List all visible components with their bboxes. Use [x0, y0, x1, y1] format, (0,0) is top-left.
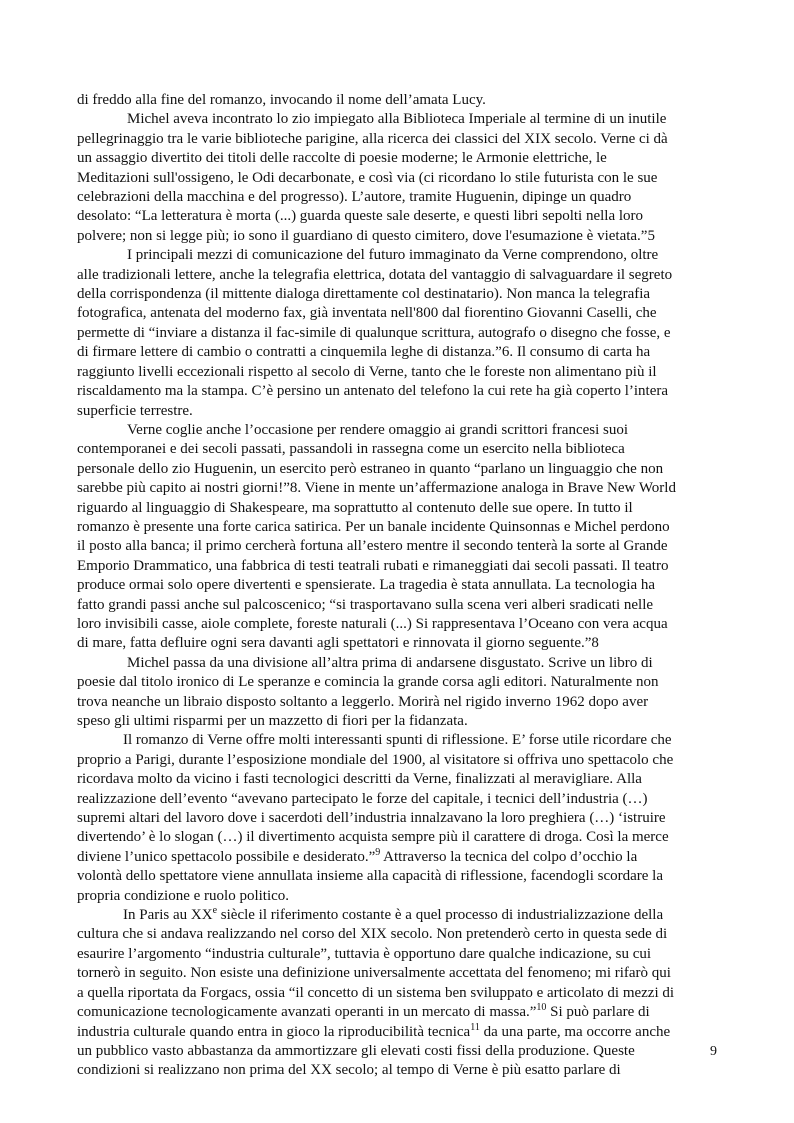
- line: personale dello zio Huguenin, un esercito però estraneo in quanto “parlano un linguaggio che non: [77, 460, 664, 477]
- line: esaurire l’argomento “industria culturale”, tuttavia è opportuno dare qualche indicazione, su cui: [77, 945, 652, 962]
- line: cultura che si andava realizzando nel corso del XIX secolo. Non pretenderò certo in questa sede di: [77, 926, 668, 943]
- line: di mare, fatta defluire ogni sera davanti agli spettatori e rinnovata il giorno seguente.”: [77, 635, 592, 652]
- line: tornerò in seguito. Non esiste una definizione universalmente accettata del fenomeno; mi rifarò qui: [77, 965, 671, 982]
- footnote-ref-5: 5: [647, 227, 655, 244]
- line: divertendo’ è lo slogan (…) il divertimento acquista sempre più il carattere di droga. Così la merce: [77, 829, 669, 846]
- line: volontà dello spettatore viene annullata insieme alla capacità di riflessione, facendogli scordare la: [77, 868, 664, 885]
- footnote-ref-6: 6: [501, 344, 510, 361]
- paragraph-1: [77, 110, 718, 246]
- line: Verne coglie anche l’occasione per rendere omaggio ai grandi scrittori francesi suoi: [127, 421, 629, 438]
- line-tail: Attraverso la tecnica del colpo d’occhio la: [380, 848, 638, 865]
- line: di freddo alla fine del romanzo, invocando il nome dell’amata Lucy.: [77, 92, 486, 108]
- line: contemporanei e dei secoli passati, passandoli in rassegna come un esercito nella biblioteca: [77, 441, 625, 458]
- line: I principali mezzi di comunicazione del futuro immaginato da Verne comprendono, oltre: [127, 247, 659, 264]
- line-tail: . Viene in mente un’affermazione analoga in Brave New World: [297, 480, 676, 497]
- line-tail: . Il consumo di carta ha: [509, 344, 651, 361]
- footnote-ref-8: 8: [591, 635, 599, 652]
- line: proprio a Parigi, durante l’esposizione mondiale del 1900, al visitatore si offriva uno spettacolo che: [77, 751, 674, 768]
- line: un pubblico vasto abbastanza da ammortizzare gli elevati costi fissi della produzione. Queste: [77, 1042, 635, 1059]
- page-number: 9: [710, 1044, 717, 1059]
- footnote-ref-10: 10: [536, 1002, 547, 1014]
- line: permette di “inviare a distanza il fac-simile di qualunque scrittura, autografo o disegno che fosse, e: [77, 324, 671, 341]
- line: condizioni si realizzano non prima del XX secolo; al tempo di Verne è più esatto parlare di: [77, 1062, 621, 1079]
- line: di firmare lettere di cambio o contratti a cinquemila leghe di distanza.”: [77, 344, 502, 361]
- line: polvere; non si legge più; io sono il guardiano di questo cimitero, dove l'esumazione è vietata.”: [77, 227, 648, 244]
- line: In Paris au XX: [123, 907, 213, 924]
- line-tail: siècle il riferimento costante è a quel processo di industrializzazione della: [217, 907, 664, 924]
- line: produce ormai solo opere divertenti e spensierate. La tragedia è stata annullata. La tecnologia ha: [77, 577, 656, 594]
- line: poesie dal titolo ironico di Le speranze e comincia la grande corsa agli editori. Naturalmente non: [77, 674, 659, 691]
- paragraph-6: [77, 906, 718, 1081]
- line: Emporio Drammatico, una fabbrica di testi teatrali rubati e rimaneggiati dai secoli passati. Il teatro: [77, 557, 669, 574]
- line: il posto alla banca; il primo cercherà fortuna all’estero mentre il secondo tenterà la sorte al Grande: [77, 538, 668, 555]
- line: della corrispondenza (il mittente dialoga direttamente col destinatario). Non manca la telegrafia: [77, 286, 651, 303]
- paragraph-5: [77, 731, 718, 906]
- line: a quella riportata da Forgacs, ossia “il concetto di un sistema ben sviluppato e articolato di mezzi di: [77, 984, 675, 1001]
- line: fotografica, antenata del moderno fax, già inventata nell'800 dal fiorentino Giovanni Caselli, che: [77, 305, 657, 322]
- line: celebrazioni della macchina e del progresso). L’autore, tramite Huguenin, dipinge un quadro: [77, 189, 632, 206]
- line: loro invisibili casse, aiole complete, foreste naturali (...) Si rappresentava l’Oceano con vera acqua: [77, 615, 668, 632]
- line-tail: Si può parlare di: [546, 1004, 650, 1021]
- superscript-e: e: [212, 905, 218, 917]
- line: diviene l’unico spettacolo possibile e desiderato.”: [77, 848, 376, 865]
- line: Michel passa da una divisione all’altra prima di andarsene disgustato. Scrive un libro di: [127, 654, 653, 671]
- line: Il romanzo di Verne offre molti interessanti spunti di riflessione. E’ forse utile ricordare che: [123, 732, 672, 749]
- line: Michel aveva incontrato lo zio impiegato alla Biblioteca Imperiale al termine di un inutile: [127, 111, 667, 128]
- line: comunicazione tecnologicamente avanzati operanti in un mercato di massa.”: [77, 1004, 537, 1021]
- line: trova neanche un libraio disposto soltanto a leggerlo. Morirà nel rigido inverno 1962 dopo aver: [77, 693, 649, 710]
- footnote-ref-7: 8: [289, 480, 298, 497]
- line: ricordava molto da vicino i fasti tecnologici descritti da Verne, finalizzati al meravigliare. Alla: [77, 771, 642, 788]
- line: riguardo al linguaggio di Shakespeare, ma soprattutto al contenuto delle sue opere. In tutto il: [77, 499, 633, 516]
- line: alle tradizionali lettere, anche la telegrafia elettrica, dotata del vantaggio di salvaguardare il segreto: [77, 266, 673, 283]
- line: raggiunto livelli eccezionali rispetto al secolo di Verne, tanto che le foreste non alimentano più il: [77, 363, 657, 380]
- line: Meditazioni sull'ossigeno, le Odi decarbonate, e così via (ci ricordano lo stile futurista con le sue: [77, 169, 658, 186]
- footnote-ref-11: 11: [470, 1021, 480, 1033]
- document-body: [77, 91, 718, 1081]
- line: superficie terrestre.: [77, 402, 193, 419]
- line: un assaggio divertito dei titoli delle raccolte di poesie moderne; le Armonie elettriche, le: [77, 150, 607, 167]
- line: speso gli ultimi risparmi per un mazzetto di fiori per la fidanzata.: [77, 713, 468, 729]
- line: riscaldamento ma la stampa. C’è persino un antenato del telefono la cui rete ha già coperto l’intera: [77, 383, 669, 400]
- line: romanzo è presente una forte carica satirica. Per un banale incidente Quinsonnas e Michel perdono: [77, 518, 670, 535]
- paragraph-2: [77, 246, 718, 421]
- line: pellegrinaggio tra le varie biblioteche parigine, alla ricerca dei classici del XIX secolo. Verne ci dà: [77, 130, 668, 147]
- line: propria condizione e ruolo politico.: [77, 887, 290, 904]
- line: industria culturale quando entra in gioco la riproducibilità tecnica: [77, 1023, 471, 1040]
- line: sarebbe più capito ai nostri giorni!”: [77, 480, 290, 497]
- paragraph-0: [77, 91, 718, 110]
- line: fatto grandi passi anche sul palcoscenico; “si trasportavano sulla scena veri alberi sradicati nelle: [77, 596, 654, 613]
- line: supremi altari del lavoro dove i sacerdoti dell’industria innalzavano la loro preghiera (…) ‘istruire: [77, 810, 666, 827]
- line: desolato: “La letteratura è morta (...) guarda queste sale deserte, e questi libri sepolti nella loro: [77, 208, 644, 225]
- line: realizzazione dell’evento “avevano partecipato le forze del capitale, i tecnici dell’industria (…): [77, 790, 648, 807]
- paragraph-4: [77, 654, 718, 732]
- footnote-ref-9: 9: [375, 846, 381, 858]
- line-tail: da una parte, ma occorre anche: [479, 1023, 671, 1040]
- paragraph-3: [77, 421, 718, 654]
